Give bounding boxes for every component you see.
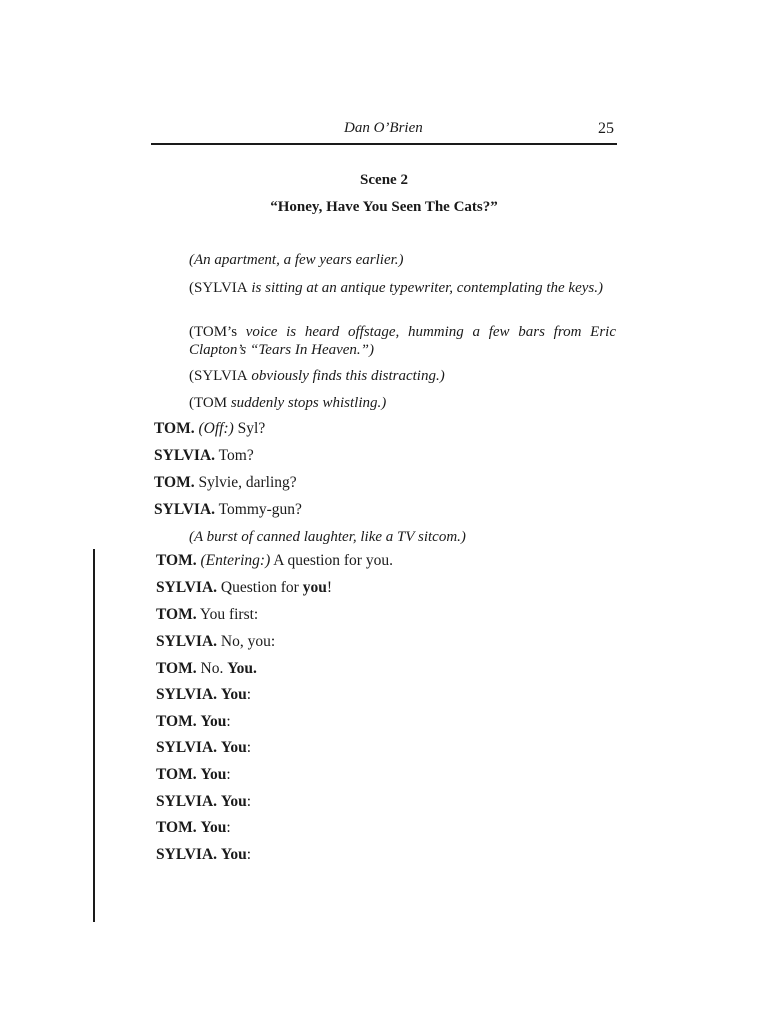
dialogue-line	[156, 713, 231, 731]
dialogue-punct: :	[246, 846, 252, 863]
emphasis: You	[220, 846, 247, 863]
scene-subtitle: “Honey, Have You Seen The Cats?”	[270, 199, 498, 215]
dialogue-line	[156, 766, 231, 784]
speaker-name: SYLVIA.	[154, 501, 216, 518]
dialogue-text: Syl?	[233, 420, 266, 437]
dialogue-line	[156, 819, 231, 837]
speaker-name: TOM.	[154, 420, 195, 437]
character-ref: (SYLVIA	[189, 368, 248, 384]
stage-direction-text: suddenly stops whistling.)	[227, 395, 387, 411]
emphasis: You	[200, 766, 227, 783]
dialogue-line	[154, 501, 302, 519]
speaker-name: SYLVIA.	[156, 846, 218, 863]
character-ref: (TOM’s	[189, 324, 238, 340]
emphasis: You	[200, 819, 227, 836]
dialogue-text: You first:	[196, 606, 259, 623]
dialogue-punct: :	[226, 713, 231, 730]
dialogue-punct: :	[226, 766, 231, 783]
dialogue-text: No.	[196, 660, 228, 677]
stage-direction-text: (A burst of canned laughter, like a TV sitcom.)	[189, 529, 466, 545]
dialogue-line	[156, 552, 393, 570]
speaker-name: SYLVIA.	[156, 633, 218, 650]
speaker-name: SYLVIA.	[154, 447, 216, 464]
dialogue-line	[154, 447, 254, 465]
stage-direction	[189, 323, 616, 359]
dialogue-text: No, you:	[217, 633, 276, 650]
dialogue-punct: :	[246, 793, 252, 810]
emphasis: You	[200, 713, 227, 730]
dialogue-punct: :	[246, 686, 252, 703]
emphasis: You	[220, 739, 247, 756]
dialogue-line	[156, 793, 251, 811]
dialogue-line	[154, 474, 297, 492]
speaker-name: SYLVIA.	[156, 579, 218, 596]
stage-direction	[189, 279, 616, 297]
speaker-name: TOM.	[156, 766, 197, 783]
dialogue-text: Sylvie, darling?	[194, 474, 297, 491]
speaker-name: TOM.	[156, 606, 197, 623]
speaker-name: TOM.	[154, 474, 195, 491]
speaker-name: SYLVIA.	[156, 793, 218, 810]
dialogue-aside: (Off:)	[198, 420, 234, 437]
dialogue-text: Tommy-gun?	[215, 501, 302, 518]
speaker-name: TOM.	[156, 660, 197, 677]
stage-direction	[189, 394, 616, 412]
dialogue-line	[156, 579, 332, 597]
dialogue-punct: !	[326, 579, 332, 596]
dialogue-line	[156, 846, 251, 864]
stage-direction	[189, 528, 616, 546]
revision-bar	[93, 549, 95, 922]
stage-direction	[189, 367, 616, 385]
stage-direction-text: (An apartment, a few years earlier.)	[189, 252, 404, 268]
dialogue-aside: (Entering:)	[200, 552, 271, 569]
emphasis: you	[302, 579, 327, 596]
stage-direction-text: voice is heard offstage, humming a few bars from Eric Clapton’s “Tears In Heaven.”)	[189, 324, 616, 358]
dialogue-line	[156, 660, 257, 678]
dialogue-line	[156, 606, 258, 624]
stage-direction-text: is sitting at an antique typewriter, contemplating the keys.)	[247, 280, 603, 296]
emphasis: You	[220, 686, 247, 703]
speaker-name: SYLVIA.	[156, 686, 218, 703]
dialogue-punct: :	[226, 819, 231, 836]
header-rule	[151, 143, 617, 145]
dialogue-line	[156, 686, 251, 704]
speaker-name: SYLVIA.	[156, 739, 218, 756]
dialogue-line	[156, 633, 275, 651]
dialogue-line	[154, 420, 265, 438]
page-number: 25	[598, 120, 614, 137]
speaker-name: TOM.	[156, 819, 197, 836]
dialogue-punct: :	[246, 739, 252, 756]
scene-title: Scene 2	[360, 172, 408, 188]
dialogue-text: A question for you.	[270, 552, 393, 569]
dialogue-line	[156, 739, 251, 757]
character-ref: (TOM	[189, 395, 228, 411]
running-header-author: Dan O’Brien	[344, 120, 423, 136]
dialogue-text: Tom?	[215, 447, 254, 464]
emphasis: You.	[227, 660, 257, 677]
dialogue-text: Question for	[217, 579, 303, 596]
character-ref: (SYLVIA	[189, 280, 248, 296]
stage-direction-text: obviously finds this distracting.)	[247, 368, 445, 384]
speaker-name: TOM.	[156, 713, 197, 730]
speaker-name: TOM.	[156, 552, 197, 569]
emphasis: You	[220, 793, 247, 810]
stage-direction	[189, 251, 616, 269]
